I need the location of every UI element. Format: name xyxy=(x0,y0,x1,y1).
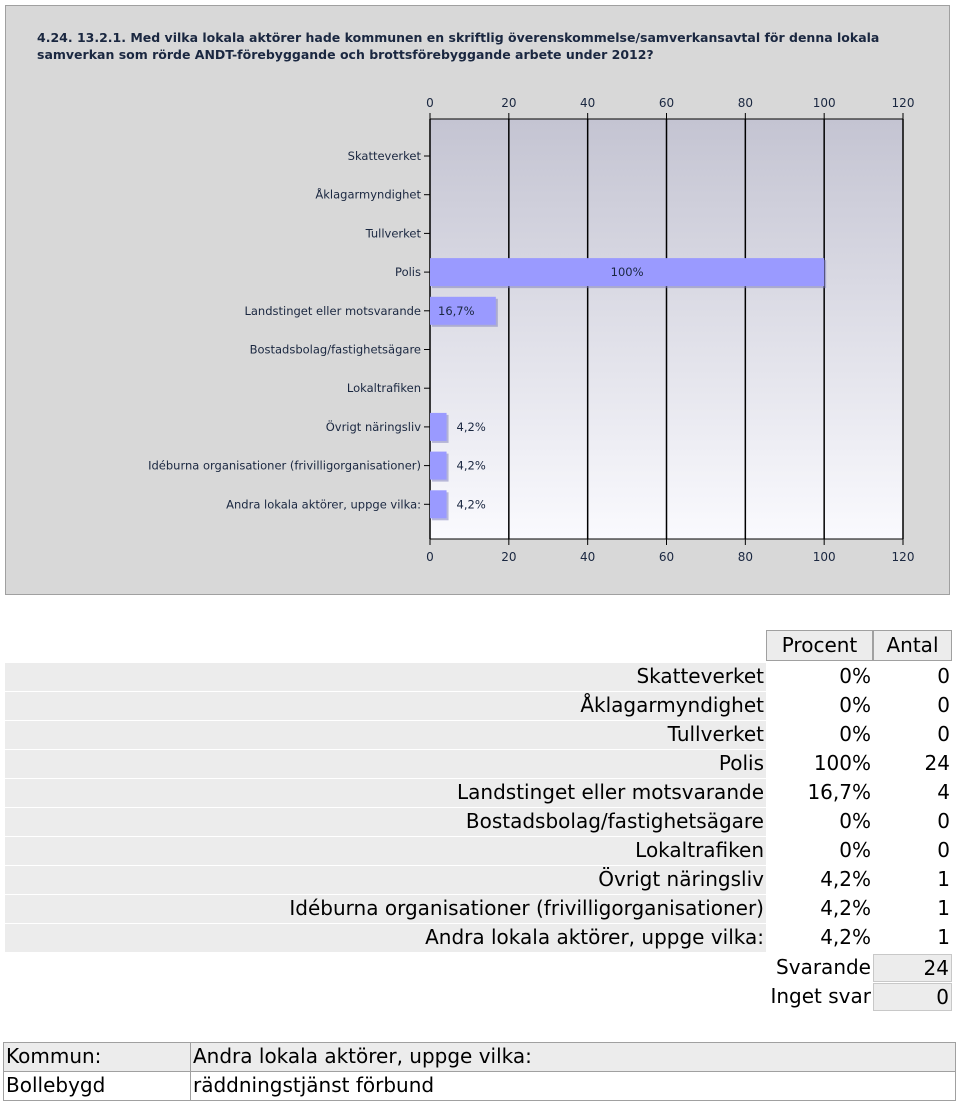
row-percent: 4,2% xyxy=(766,866,873,894)
no-answer-label: Inget svar xyxy=(770,984,871,1008)
answer-header: Andra lokala aktörer, uppge vilka: xyxy=(190,1042,956,1072)
x-tick-label-bottom: 40 xyxy=(580,550,596,564)
row-label: Idéburna organisationer (frivilligorganisationer) xyxy=(5,895,766,923)
category-label: Bostadsbolag/fastighetsägare xyxy=(249,342,421,357)
x-tick-label-bottom: 80 xyxy=(737,550,753,564)
row-count: 24 xyxy=(873,750,952,778)
x-tick-label-bottom: 100 xyxy=(812,550,836,564)
row-label: Landstinget eller motsvarande xyxy=(5,779,766,807)
row-label: Polis xyxy=(5,750,766,778)
bar-value-label: 100% xyxy=(610,265,644,280)
row-percent: 0% xyxy=(766,721,873,749)
x-tick-label-top: 120 xyxy=(891,96,915,110)
row-count: 1 xyxy=(873,924,952,952)
header-procent: Procent xyxy=(766,630,873,661)
responders-label: Svarande xyxy=(776,955,871,979)
row-count: 0 xyxy=(873,721,952,749)
row-percent: 4,2% xyxy=(766,924,873,952)
row-label: Skatteverket xyxy=(5,663,766,691)
x-tick-label-top: 80 xyxy=(737,96,753,110)
x-tick-label-top: 100 xyxy=(812,96,836,110)
x-tick-label-top: 20 xyxy=(501,96,517,110)
row-percent: 0% xyxy=(766,663,873,691)
x-tick-label-top: 40 xyxy=(580,96,596,110)
answer-value: räddningstjänst förbund xyxy=(190,1072,956,1101)
x-tick-label-bottom: 0 xyxy=(426,550,434,564)
row-label: Lokaltrafiken xyxy=(5,837,766,865)
bar-value-label: 4,2% xyxy=(456,458,486,473)
category-label: Skatteverket xyxy=(347,149,421,163)
row-count: 1 xyxy=(873,895,952,923)
bar-value-label: 4,2% xyxy=(456,497,486,512)
x-tick-label-bottom: 20 xyxy=(501,550,517,564)
row-percent: 16,7% xyxy=(766,779,873,807)
bar xyxy=(430,490,447,518)
row-label: Bostadsbolag/fastighetsägare xyxy=(5,808,766,836)
row-percent: 4,2% xyxy=(766,895,873,923)
row-label: Övrigt näringsliv xyxy=(5,866,766,894)
chart-title: 4.24. 13.2.1. Med vilka lokala aktörer hade kommunen en skriftlig överenskommelse/samverkansavtal för denna lokala samverkan som rörde ANDT-förebyggande och brottsförebyggande arbete under 2012? xyxy=(37,30,880,62)
row-count: 1 xyxy=(873,866,952,894)
category-label: Polis xyxy=(395,265,421,280)
row-count: 0 xyxy=(873,808,952,836)
row-label: Andra lokala aktörer, uppge vilka: xyxy=(5,924,766,952)
bar xyxy=(430,452,447,480)
row-count: 0 xyxy=(873,663,952,691)
chart-panel xyxy=(5,5,950,595)
category-label: Tullverket xyxy=(365,226,421,241)
x-tick-label-top: 0 xyxy=(426,96,434,110)
row-count: 0 xyxy=(873,692,952,720)
row-percent: 0% xyxy=(766,837,873,865)
kommun-header: Kommun: xyxy=(3,1042,191,1072)
kommun-value: Bollebygd xyxy=(3,1072,191,1101)
row-label: Tullverket xyxy=(5,721,766,749)
category-label: Övrigt näringsliv xyxy=(325,419,421,434)
x-tick-label-bottom: 60 xyxy=(658,550,675,564)
category-label: Lokaltrafiken xyxy=(346,381,421,396)
category-label: Andra lokala aktörer, uppge vilka: xyxy=(226,497,421,512)
row-count: 0 xyxy=(873,837,952,865)
bar-value-label: 4,2% xyxy=(456,419,486,434)
x-tick-label-top: 60 xyxy=(658,96,675,110)
bar-value-label: 16,7% xyxy=(438,303,475,318)
x-tick-label-bottom: 120 xyxy=(891,550,915,564)
category-label: Landstinget eller motsvarande xyxy=(244,303,421,318)
row-percent: 0% xyxy=(766,692,873,720)
no-answer-value: 0 xyxy=(873,983,952,1011)
row-percent: 100% xyxy=(766,750,873,778)
row-percent: 0% xyxy=(766,808,873,836)
row-count: 4 xyxy=(873,779,952,807)
responders-value: 24 xyxy=(873,954,952,982)
category-label: Idéburna organisationer (frivilligorganisationer) xyxy=(148,458,421,473)
header-antal: Antal xyxy=(873,630,952,661)
bar xyxy=(430,413,447,441)
bar-chart xyxy=(6,6,951,596)
row-label: Åklagarmyndighet xyxy=(5,692,766,720)
category-label: Åklagarmyndighet xyxy=(315,187,421,202)
